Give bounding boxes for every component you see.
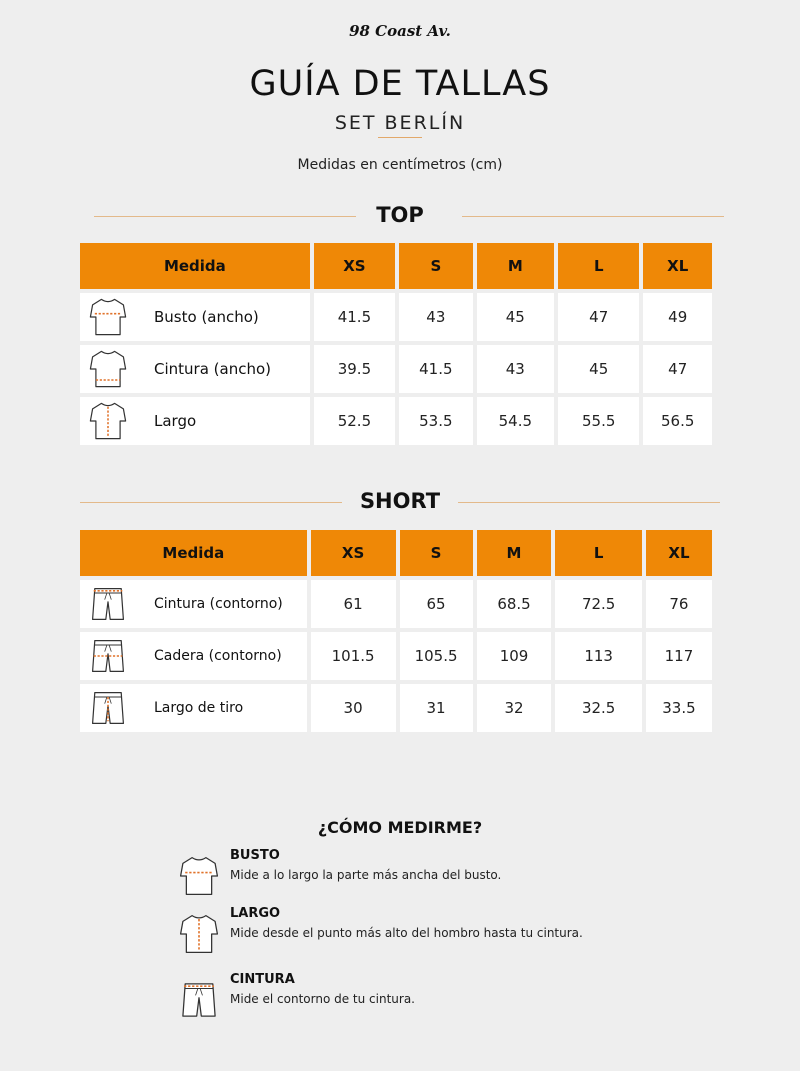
table-row (80, 345, 712, 393)
size-value-cell: 32 (477, 684, 552, 732)
header-size-xs: XS (314, 243, 395, 289)
measure-label: Largo (154, 412, 197, 430)
size-value-cell: 109 (477, 632, 552, 680)
units-note: Medidas en centímetros (cm) (297, 157, 503, 173)
size-value-cell: 68.5 (477, 580, 552, 628)
divider (462, 216, 724, 217)
header-size-m: M (477, 530, 552, 576)
page-subtitle: SET BERLÍN (334, 112, 466, 134)
header-size-l: L (558, 243, 639, 289)
table-row (80, 632, 712, 680)
size-value-cell: 32.5 (555, 684, 641, 732)
how-to-item-name: CINTURA (230, 972, 295, 987)
measure-cell (80, 684, 307, 732)
table-row (80, 293, 712, 341)
size-value-cell: 30 (311, 684, 396, 732)
size-value-cell: 54.5 (477, 397, 554, 445)
short-section-heading (0, 489, 800, 517)
how-to-item-description: Mide a lo largo la parte más ancha del busto. (230, 868, 502, 882)
size-value-cell: 65 (400, 580, 473, 628)
measure-cell (80, 580, 307, 628)
size-value-cell: 31 (400, 684, 473, 732)
how-to-item-name: BUSTO (230, 848, 280, 863)
header-size-xl: XL (643, 243, 712, 289)
short-waist-icon (176, 972, 222, 1028)
header-size-s: S (400, 530, 473, 576)
top-section-heading (0, 203, 800, 231)
header-size-xs: XS (311, 530, 396, 576)
top-heading: TOP (376, 203, 424, 227)
size-value-cell: 45 (477, 293, 554, 341)
table-header-row (80, 530, 712, 576)
size-value-cell: 47 (643, 345, 712, 393)
measure-label: Busto (ancho) (154, 308, 259, 326)
size-value-cell: 76 (646, 580, 712, 628)
measure-cell (80, 397, 310, 445)
top-length-icon (176, 906, 222, 962)
measure-label: Cintura (ancho) (154, 360, 271, 378)
size-value-cell: 105.5 (400, 632, 473, 680)
size-value-cell: 41.5 (314, 293, 395, 341)
how-to-item-description: Mide desde el punto más alto del hombro hasta tu cintura. (230, 926, 583, 940)
short-hip-icon (82, 634, 134, 678)
size-value-cell: 45 (558, 345, 639, 393)
page-title: GUÍA DE TALLAS (249, 64, 551, 104)
header-size-xl: XL (646, 530, 712, 576)
size-value-cell: 53.5 (399, 397, 472, 445)
size-value-cell: 49 (643, 293, 712, 341)
header-size-s: S (399, 243, 472, 289)
size-value-cell: 43 (399, 293, 472, 341)
how-to-measure-title: ¿CÓMO MEDIRME? (317, 818, 483, 837)
short-size-table (76, 526, 716, 736)
divider (458, 502, 720, 503)
size-value-cell: 33.5 (646, 684, 712, 732)
top-bust-icon (176, 848, 222, 904)
size-value-cell: 56.5 (643, 397, 712, 445)
size-value-cell: 43 (477, 345, 554, 393)
short-heading: SHORT (359, 489, 441, 513)
short-rise-icon (82, 686, 134, 730)
measure-label: Cintura (contorno) (154, 596, 283, 612)
short-waist-icon (82, 582, 134, 626)
size-value-cell: 47 (558, 293, 639, 341)
measure-cell (80, 632, 307, 680)
table-row (80, 397, 712, 445)
top-length-icon (82, 399, 134, 443)
size-value-cell: 55.5 (558, 397, 639, 445)
size-value-cell: 41.5 (399, 345, 472, 393)
table-row (80, 580, 712, 628)
measure-cell (80, 345, 310, 393)
brand-logo: 98 Coast Av. (349, 22, 451, 40)
header-measure: Medida (80, 530, 307, 576)
size-value-cell: 72.5 (555, 580, 641, 628)
header-size-m: M (477, 243, 554, 289)
size-value-cell: 39.5 (314, 345, 395, 393)
header-measure: Medida (80, 243, 310, 289)
measure-label: Largo de tiro (154, 700, 244, 716)
table-row (80, 684, 712, 732)
header-size-l: L (555, 530, 641, 576)
measure-label: Cadera (contorno) (154, 648, 282, 664)
size-value-cell: 52.5 (314, 397, 395, 445)
size-value-cell: 117 (646, 632, 712, 680)
top-bust-icon (82, 295, 134, 339)
how-to-item-description: Mide el contorno de tu cintura. (230, 992, 415, 1006)
size-value-cell: 61 (311, 580, 396, 628)
top-size-table (76, 239, 716, 449)
measure-cell (80, 293, 310, 341)
size-value-cell: 101.5 (311, 632, 396, 680)
how-to-item-name: LARGO (230, 906, 281, 921)
table-header-row (80, 243, 712, 289)
top-waist-icon (82, 347, 134, 391)
size-value-cell: 113 (555, 632, 641, 680)
subtitle-underline (378, 137, 422, 138)
